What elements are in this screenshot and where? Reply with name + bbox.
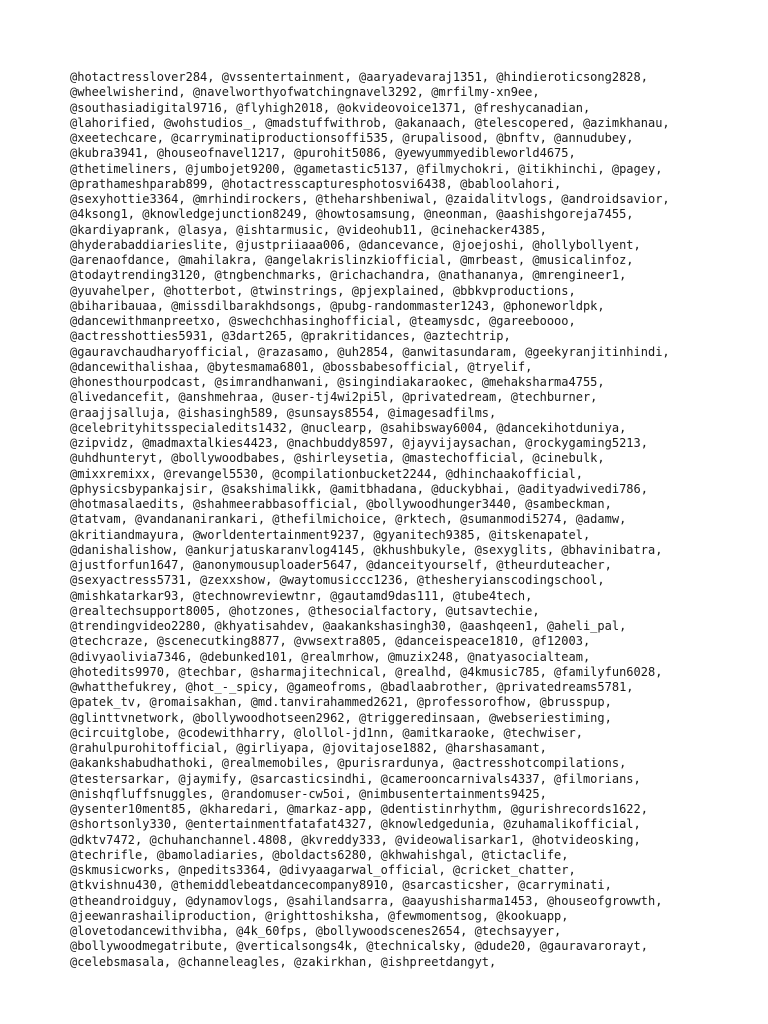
text-line: @mixxremixx, @revangel5530, @compilationbucket2244, @dhinchaakofficial, — [70, 466, 583, 481]
text-line: @honesthourpodcast, @simrandhanwani, @singindiakaraokec, @mehaksharma4755, — [70, 375, 605, 389]
text-line: @divyaolivia7346, @debunked101, @realmrhow, @muzix248, @natyasocialteam, — [70, 649, 591, 664]
text-line: @kubra3941, @houseofnavel1217, @purohit5086, @yewyummyedibleworld4675, — [70, 146, 576, 161]
text-line: @kardiyaprank, @lasya, @ishtarmusic, @videohub11, @cinehacker4385, — [70, 222, 547, 237]
text-line: @tkvishnu430, @themiddlebeatdancecompany8910, @sarcasticsher, @carryminati, — [70, 878, 612, 893]
text-line: @gauravchaudharyofficial, @razasamo, @uh2854, @anwitasundaram, @geekyranjitinhindi, — [70, 344, 670, 359]
text-line: @thetimeliners, @jumbojet9200, @gametastic5137, @filmychokri, @itikhinchi, @pagey, — [70, 161, 663, 176]
text-line: @shortsonly330, @entertainmentfatafat4327, @knowledgedunia, @zuhamalikofficial, — [70, 817, 641, 832]
text-line: @realtechsupport8005, @hotzones, @thesocialfactory, @utsavtechie, — [70, 603, 540, 618]
text-line: @bollywoodmegatribute, @verticalsongs4k, @technicalsky, @dude20, @gauravarorayt, — [70, 939, 648, 954]
text-line: @techcraze, @scenecutking8877, @vwsextra805, @danceispeace1810, @f12003, — [70, 634, 591, 649]
text-line: @prathameshparab899, @hotactresscapturesphotosvi6438, @babloolahori, — [70, 176, 562, 191]
text-line: @mishkatarkar93, @technowreviewtnr, @gautamd9das111, @tube4tech, — [70, 588, 533, 603]
text-line: @celebrityhitsspecialedits1432, @nuclearp, @sahibsway6004, @dancekihotduniya, — [70, 420, 627, 435]
text-line: @jeewanrashailiproduction, @righttoshiksha, @fewmomentsog, @kookuapp, — [70, 908, 569, 923]
text-line: @zipvidz, @madmaxtalkies4423, @nachbuddy8597, @jayvijaysachan, @rockygaming5213, — [70, 436, 648, 450]
text-line: @dktv7472, @chuhanchannel.4808, @kvreddy333, @videowalisarkar1, @hotvideosking, — [70, 832, 641, 847]
text-line: @wheelwisherind, @navelworthyofwatchingnavel3292, @mrfilmy-xn9ee, — [70, 85, 540, 100]
text-line: @kritiandmayura, @worldentertainment9237, @gyanitech9385, @itskenapatel, — [70, 527, 591, 542]
text-line: @biharibauaa, @missdilbarakhdsongs, @pubg-randommaster1243, @phoneworldpk, — [70, 298, 605, 313]
text-line: @lahorified, @wohstudios_, @madstuffwithrob, @akanaach, @telescopered, @azimkhanau, — [70, 115, 670, 130]
text-line: @akankshabudhathoki, @realmemobiles, @purisrardunya, @actresshotcompilations, — [70, 756, 627, 771]
text-line: @arenaofdance, @mahilakra, @angelakrislinzkiofficial, @mrbeast, @musicalinfoz, — [70, 253, 634, 267]
text-line: @tatvam, @vandananirankari, @thefilmichoice, @rktech, @sumanmodi5274, @adamw, — [70, 512, 627, 527]
text-line: @hotedits9970, @techbar, @sharmajitechnical, @realhd, @4kmusic785, @familyfun6028, — [70, 664, 663, 679]
text-line: @sexyactress5731, @zexxshow, @waytomusiccc1236, @thesheryianscodingschool, — [70, 573, 605, 588]
text-line: @hotmasalaedits, @shahmeerabbasofficial, @bollywoodhunger3440, @sambeckman, — [70, 497, 612, 511]
text-line: @raajjsalluja, @ishasingh589, @sunsays8554, @imagesadfilms, — [70, 405, 497, 420]
text-line: @xeetechcare, @carryminatiproductionsoffi535, @rupalisood, @bnftv, @annudubey, — [70, 131, 634, 145]
text-line: @4ksong1, @knowledgejunction8249, @howtosamsung, @neonman, @aashishgoreja7455, — [70, 207, 634, 222]
text-line: @circuitglobe, @codewithharry, @lollol-jd1nn, @amitkaraoke, @techwiser, — [70, 725, 583, 740]
text-line: @nishqfluffsnuggles, @randomuser-cw5oi, @nimbusentertainments9425, — [70, 786, 547, 801]
text-line: @theandroidguy, @dynamovlogs, @sahilandsarra, @aayushisharma1453, @houseofgrowwth, — [70, 893, 663, 908]
text-line: @patek_tv, @romaisakhan, @md.tanvirahammed2621, @professorofhow, @brusspup, — [70, 695, 612, 710]
text-line: @dancewithmanpreetxo, @swechchhasinghofficial, @teamysdc, @gareeboooo, — [70, 314, 576, 328]
text-line: @justforfun1647, @anonymousuploader5647, @danceityourself, @theurduteacher, — [70, 558, 612, 572]
text-line: @todaytrending3120, @tngbenchmarks, @richachandra, @nathananya, @mrengineer1, — [70, 268, 627, 283]
text-line: @southasiadigital9716, @flyhigh2018, @okvideovoice1371, @freshycanadian, — [70, 100, 591, 115]
text-line: @lovetodancewithvibha, @4k_60fps, @bollywoodscenes2654, @techsayyer, — [70, 924, 562, 938]
text-line: @glinttvnetwork, @bollywoodhotseen2962, @triggeredinsaan, @webseriestiming, — [70, 710, 612, 725]
text-line: @dancewithalishaa, @bytesmama6801, @bossbabesofficial, @tryelif, — [70, 359, 533, 374]
text-line: @physicsbypankajsir, @sakshimalikk, @amitbhadana, @duckybhai, @adityadwivedi786, — [70, 481, 648, 496]
text-line: @danishalishow, @ankurjatuskaranvlog4145, @khushbukyle, @sexyglits, @bhavinibatra, — [70, 542, 663, 557]
text-line: @hotactresslover284, @vssentertainment, @aaryadevaraj1351, @hindieroticsong2828, — [70, 70, 648, 84]
text-line: @uhdhunteryt, @bollywoodbabes, @shirleysetia, @mastechofficial, @cinebulk, — [70, 451, 605, 466]
text-line: @skmusicworks, @npedits3364, @divyaagarwal_official, @cricket_chatter, — [70, 863, 576, 877]
text-line: @actresshotties5931, @3dart265, @prakritidances, @aztechtrip, — [70, 329, 511, 344]
text-line: @trendingvideo2280, @khyatisahdev, @aakankshasingh30, @aashqeen1, @aheli_pal, — [70, 619, 627, 633]
text-line: @livedancefit, @anshmehraa, @user-tj4wi2pi5l, @privatedream, @techburner, — [70, 390, 598, 405]
channel-handle-list — [70, 70, 710, 970]
text-line: @celebsmasala, @channeleagles, @zakirkhan, @ishpreetdangyt, — [70, 954, 497, 969]
text-line: @hyderabaddiarieslite, @justpriiaaa006, @dancevance, @joejoshi, @hollybollyent, — [70, 237, 641, 252]
text-line: @rahulpurohitofficial, @girliyapa, @jovitajose1882, @harshasamant, — [70, 741, 547, 755]
text-line: @testersarkar, @jaymify, @sarcasticsindhi, @camerooncarnivals4337, @filmorians, — [70, 771, 641, 786]
text-line: @techrifle, @bamoladiaries, @boldacts6280, @khwahishgal, @tictaclife, — [70, 847, 569, 862]
text-line: @yuvahelper, @hotterbot, @twinstrings, @pjexplained, @bbkvproductions, — [70, 283, 576, 298]
text-line: @sexyhottie3364, @mrhindirockers, @theharshbeniwal, @zaidalitvlogs, @androidsavior, — [70, 192, 670, 206]
text-line: @ysenter10ment85, @kharedari, @markaz-app, @dentistinrhythm, @gurishrecords1622, — [70, 802, 648, 816]
text-line: @whatthefukrey, @hot_-_spicy, @gameofroms, @badlaabrother, @privatedreams5781, — [70, 680, 634, 694]
